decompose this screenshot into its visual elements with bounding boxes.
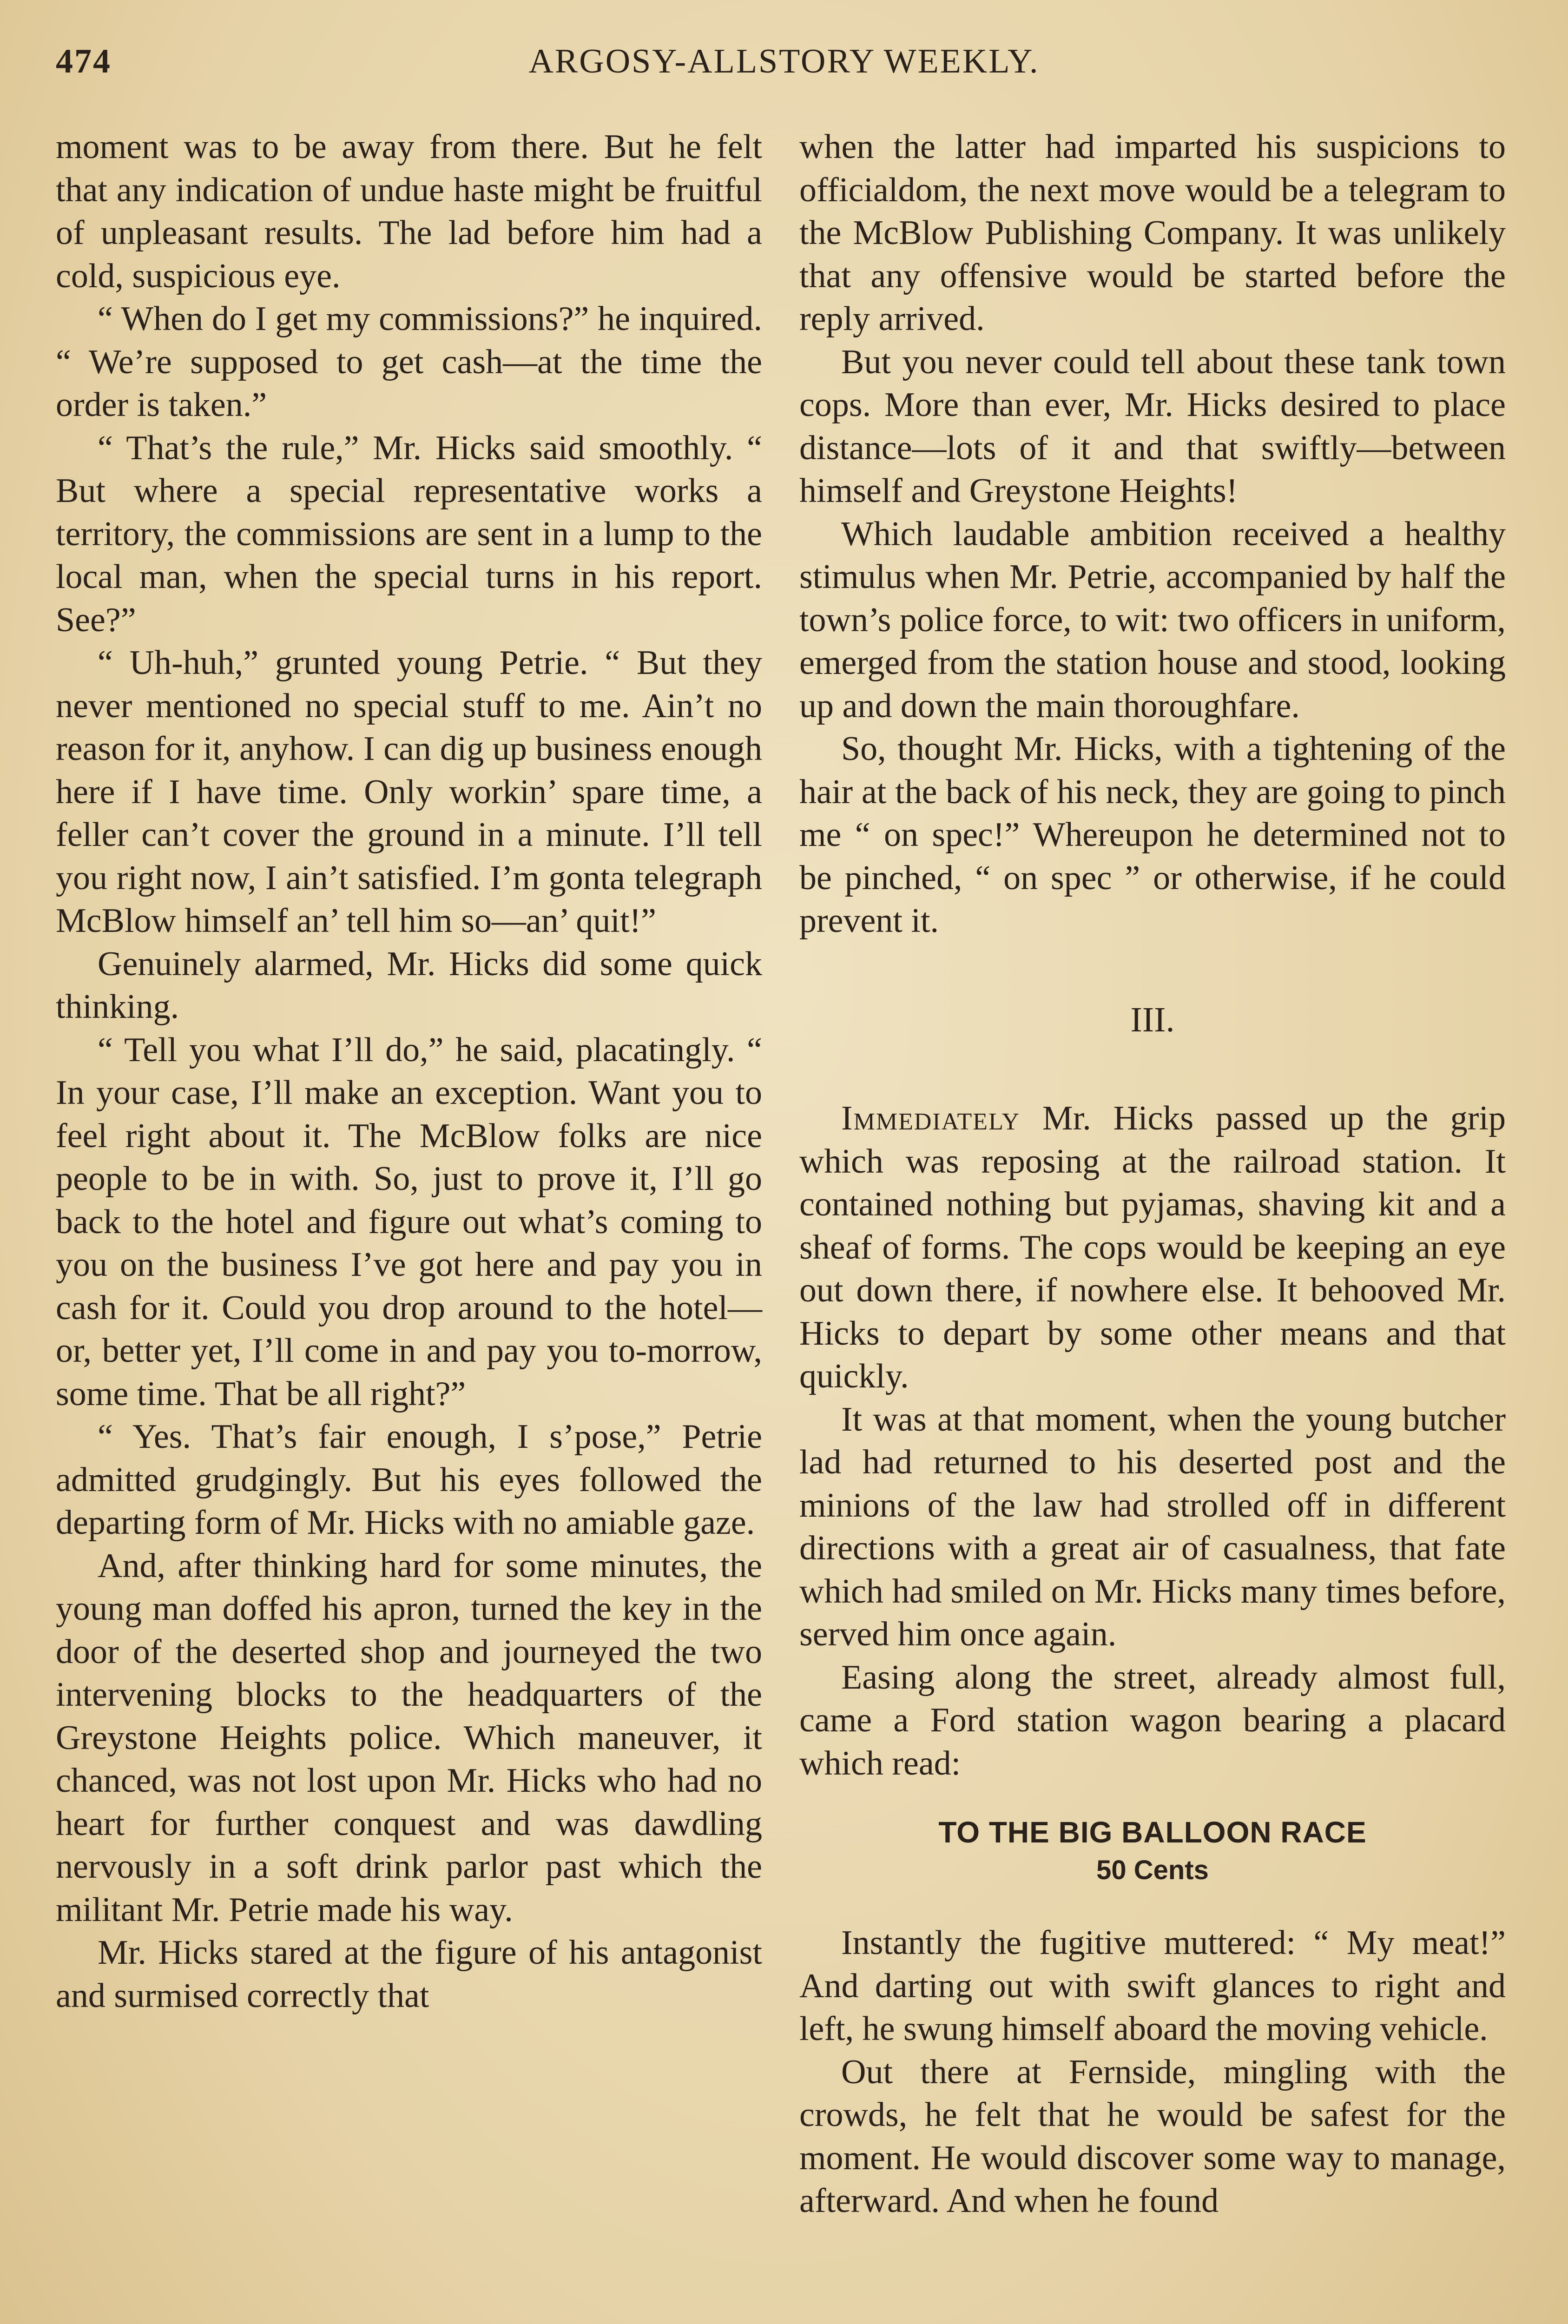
paragraph: moment was to be away from there. But he felt that any indication of undue haste might be fruitful of unpleasant results. The lad before him had a cold, suspicious eye. xyxy=(56,128,762,295)
section-heading: III. xyxy=(1130,1000,1175,1039)
right-column xyxy=(799,125,1506,2223)
running-title: ARGOSY-ALLSTORY WEEKLY. xyxy=(528,42,1040,80)
paragraph: It was at that moment, when the young butcher lad had returned to his deserted post and the minions of the law had strolled off in different directions with a great air of casualness, that fate which had smiled on Mr. Hicks many times before, served him once again. xyxy=(799,1400,1506,1653)
paragraph: “ Tell you what I’ll do,” he said, placatingly. “ In your case, I’ll make an exception. Want you to feel right about it. The McBlow folks are nice people to be in with. So, just to prove it, I’ll go back to the hotel and figure out what’s coming to you on the business I’ve got here and pay you in cash for it. Could you drop around to the hotel—or, better yet, I’ll come in and pay you to-morrow, some time. That be all right?” xyxy=(56,1030,762,1413)
paragraph: Out there at Fernside, mingling with the crowds, he felt that he would be safest for the moment. He would discover some way to manage, afterward. And when he found xyxy=(799,2053,1506,2220)
paragraph: Genuinely alarmed, Mr. Hicks did some quick thinking. xyxy=(56,944,762,1026)
paragraph-rest: Mr. Hicks passed up the grip which was reposing at the railroad station. It contained nothing but pyjamas, shaving kit and a sheaf of forms. The cops would be keeping an eye out down there, if nowhere else. It behooved Mr. Hicks to depart by some other means and that quickly. xyxy=(799,1099,1506,1395)
placard-title: TO THE BIG BALLOON RACE xyxy=(938,1816,1367,1849)
paragraph: Mr. Hicks stared at the figure of his antagonist and surmised correctly that xyxy=(56,1934,762,2015)
lead-word: Immediately xyxy=(841,1099,1021,1137)
paragraph: Which laudable ambition received a healthy stimulus when Mr. Petrie, accompanied by half the town’s police force, to wit: two officers in uniform, emerged from the station house and stood, looking up and down the main thoroughfare. xyxy=(799,515,1506,725)
left-column xyxy=(56,125,762,2017)
paragraph: “ Uh-huh,” grunted young Petrie. “ But they never mentioned no special stuff to me. Ain’t no reason for it, anyhow. I can dig up business enough here if I have time. Only workin’ spare time, a feller can’t cover the ground in a minute. I’ll tell you right now, I ain’t satisfied. I’m gonta telegraph McBlow himself an’ tell him so—an’ quit!” xyxy=(56,644,762,940)
paragraph: But you never could tell about these tank town cops. More than ever, Mr. Hicks desired to place distance—lots of it and that swiftly—between himself and Greystone Heights! xyxy=(799,343,1506,510)
page-number: 474 xyxy=(56,42,112,80)
paragraph: So, thought Mr. Hicks, with a tightening of the hair at the back of his neck, they are going to pinch me “ on spec!” Whereupon he determined not to be pinched, “ on spec ” or otherwise, if he could prevent it. xyxy=(799,730,1506,940)
paragraph: “ Yes. That’s fair enough, I s’pose,” Petrie admitted grudgingly. But his eyes followed the departing form of Mr. Hicks with no amiable gaze. xyxy=(56,1418,762,1542)
placard xyxy=(799,1813,1506,1889)
paragraph: “ That’s the rule,” Mr. Hicks said smoothly. “ But where a special representative works a territory, the commissions are sent in a lump to the local man, when the special turns in his report. See?” xyxy=(56,429,762,639)
paragraph: when the latter had imparted his suspicions to officialdom, the next move would be a telegram to the McBlow Publishing Company. It was unlikely that any offensive would be started before the reply arrived. xyxy=(799,128,1506,338)
paragraph: And, after thinking hard for some minutes, the young man doffed his apron, turned the key in the door of the deserted shop and journeyed the two intervening blocks to the headquarters of the Greystone Heights police. Which maneuver, it chanced, was not lost upon Mr. Hicks who had no heart for further conquest and was dawdling nervously in a soft drink parlor past which the militant Mr. Petrie made his way. xyxy=(56,1546,762,1929)
section-first-paragraph xyxy=(799,1097,1506,1398)
paragraph: Instantly the fugitive muttered: “ My meat!” And darting out with swift glances to right and left, he swung himself aboard the moving vehicle. xyxy=(799,1924,1506,2048)
paragraph: “ When do I get my commissions?” he inquired. “ We’re supposed to get cash—at the time the order is taken.” xyxy=(56,300,762,424)
placard-price: 50 Cents xyxy=(1096,1855,1209,1885)
page-header xyxy=(56,42,1512,93)
paragraph: Easing along the street, already almost full, came a Ford station wagon bearing a placard which read: xyxy=(799,1658,1506,1783)
